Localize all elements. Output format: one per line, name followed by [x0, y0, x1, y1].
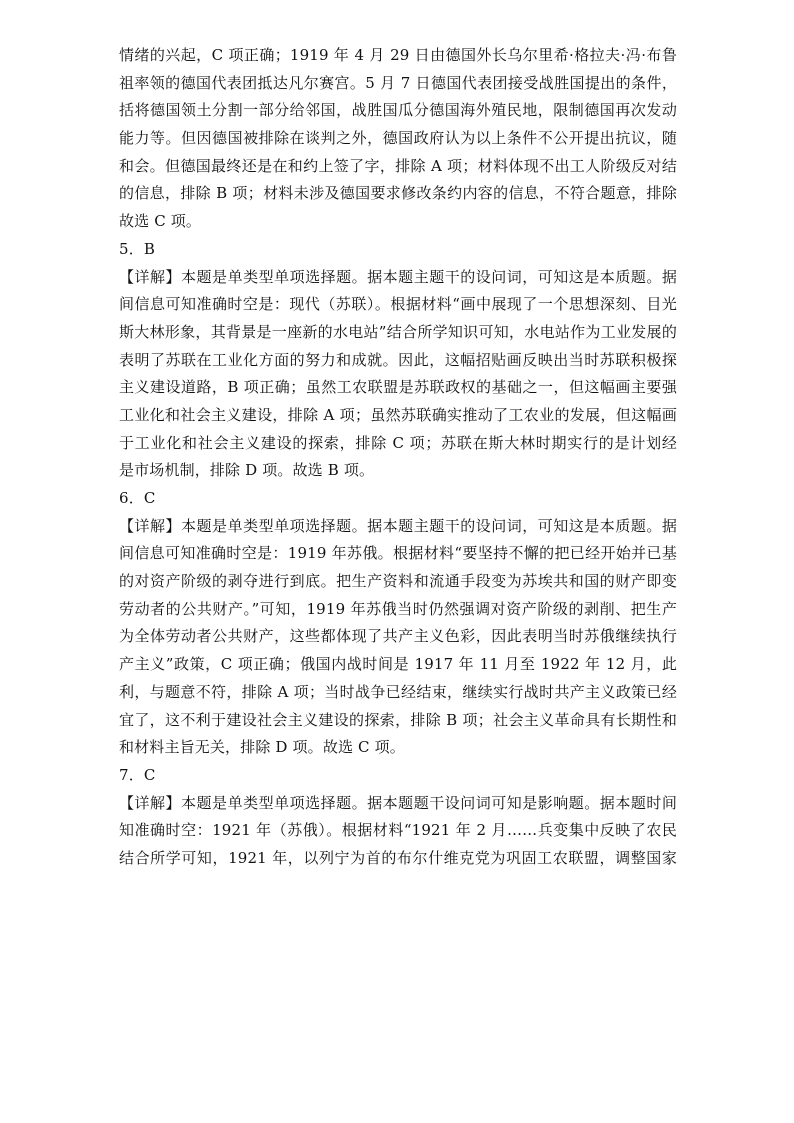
- text-line: 括将德国领土分割一部分给邻国，战胜国瓜分德国海外殖民地，限制德国再次发动: [119, 101, 677, 120]
- text-line: 利，与题意不符，排除 A 项；当时战争已经结束，继续实行战时共产主义政策已经: [119, 682, 677, 701]
- text-line: 为全体劳动者公共财产，这些都体现了共产主义色彩，因此表明当时苏俄继续执行: [119, 627, 677, 646]
- text-line: 祖率领的德国代表团抵达凡尔赛宫。5 月 7 日德国代表团接受战胜国提出的条件，: [119, 73, 677, 92]
- text-line: 情绪的兴起，C 项正确；1919 年 4 月 29 日由德国外长乌尔里希·格拉夫·冯·布鲁: [119, 46, 677, 64]
- document-page: [119, 42, 677, 873]
- answer-number: 5．B: [119, 239, 156, 258]
- text-line: 间信息可知准确时空是：现代（苏联）。根据材料“画中展现了一个思想深刻、目光: [119, 295, 677, 314]
- text-line: 工业化和社会主义建设，排除 A 项；虽然苏联确实推动了工农业的发展，但这幅画: [119, 405, 677, 424]
- text-line: 和材料主旨无关，排除 D 项。故选 C 项。: [119, 738, 405, 757]
- text-line: 故选 C 项。: [119, 212, 202, 231]
- text-line: 【详解】本题是单类型单项选择题。据本题主题干的设问词，可知这是本质题。据: [119, 516, 677, 535]
- text-line: 结合所学可知，1921 年，以列宁为首的布尔什维克党为巩固工农联盟，调整国家: [119, 848, 677, 867]
- text-line: 的对资产阶级的剥夺进行到底。把生产资料和流通手段变为苏埃共和国的财产即变: [119, 572, 677, 591]
- text-line: 主义建设道路，B 项正确；虽然工农联盟是苏联政权的基础之一，但这幅画主要强: [119, 378, 677, 397]
- text-line: 间信息可知准确时空是：1919 年苏俄。根据材料“要坚持不懈的把已经开始并已基: [119, 544, 677, 563]
- text-line: 【详解】本题是单类型单项选择题。据本题主题干的设问词，可知这是本质题。据: [119, 267, 677, 286]
- text-line: 产主义”政策，C 项正确；俄国内战时间是 1917 年 11 月至 1922 年 12 月，此: [119, 655, 677, 674]
- text-line: 宜了，这不利于建设社会主义建设的探索，排除 B 项；社会主义革命具有长期性和: [119, 710, 677, 729]
- answer-number: 7．C: [119, 765, 156, 784]
- text-line: 的信息，排除 B 项；材料未涉及德国要求修改条约内容的信息，不符合题意，排除: [119, 184, 677, 203]
- text-line: 能力等。但因德国被排除在谈判之外，德国政府认为以上条件不公开提出抗议，随: [119, 129, 677, 148]
- text-line: 知准确时空：1921 年（苏俄）。根据材料“1921 年 2 月……兵变集中反映了农民: [119, 821, 677, 840]
- text-line: 斯大林形象，其背景是一座新的水电站”结合所学知识可知，水电站作为工业发展的: [119, 322, 677, 341]
- text-line: 于工业化和社会主义建设的探索，排除 C 项；苏联在斯大林时期实行的是计划经: [119, 433, 677, 452]
- text-line: 劳动者的公共财产。”可知，1919 年苏俄当时仍然强调对资产阶级的剥削、把生产: [119, 599, 677, 618]
- text-line: 和会。但德国最终还是在和约上签了字，排除 A 项；材料体现不出工人阶级反对结: [119, 156, 677, 175]
- answer-number: 6．C: [119, 489, 156, 507]
- text-line: 是市场机制，排除 D 项。故选 B 项。: [119, 461, 375, 480]
- text-line: 【详解】本题是单类型单项选择题。据本题题干设问词可知是影响题。据本题时间: [119, 793, 677, 812]
- text-line: 表明了苏联在工业化方面的努力和成就。因此，这幅招贴画反映出当时苏联积极探: [119, 350, 677, 369]
